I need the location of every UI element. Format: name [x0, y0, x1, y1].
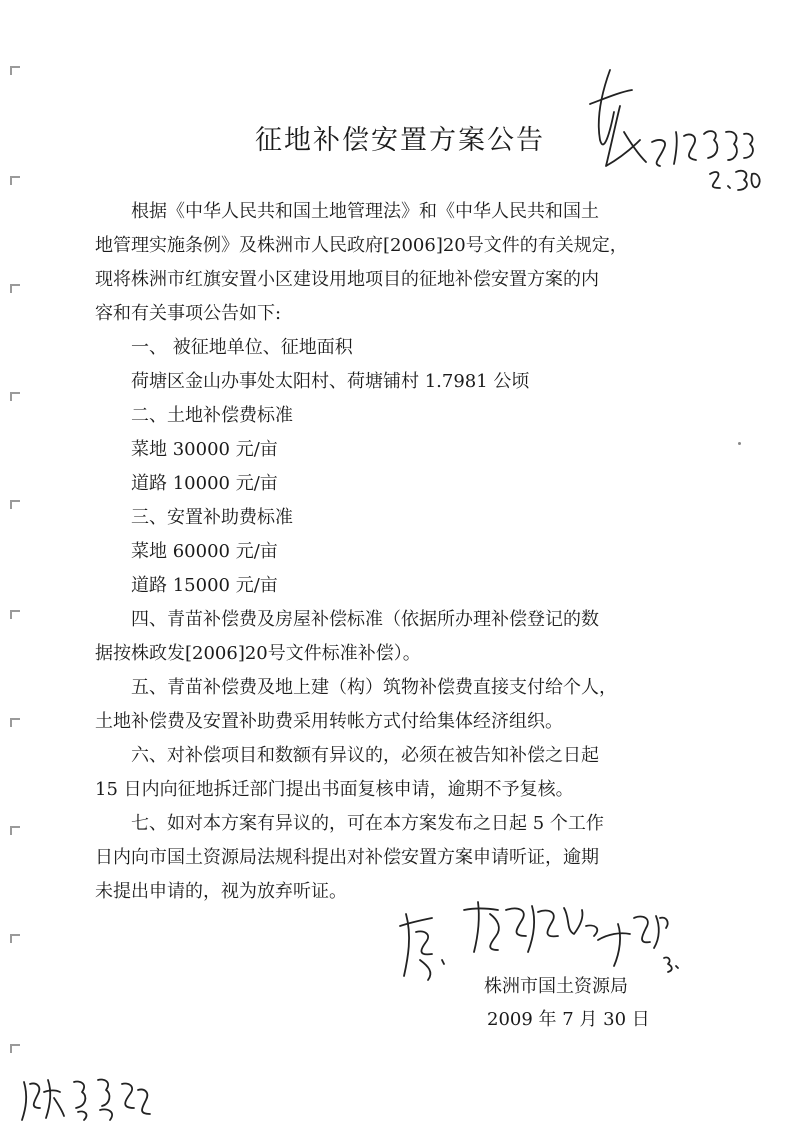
handwritten-approval-top — [580, 62, 770, 192]
scan-speck — [738, 442, 741, 445]
body-line: 一、 被征地单位、征地面积 — [95, 337, 353, 358]
body-line: 15 日内向征地拆迁部门提出书面复核申请，逾期不予复核。 — [95, 779, 574, 800]
body-line: 四、青苗补偿费及房屋补偿标准（依据所办理补偿登记的数 — [95, 609, 599, 630]
body-line: 道路 15000 元/亩 — [95, 575, 278, 596]
handwritten-note-bottom — [18, 1070, 158, 1126]
body-line: 据按株政发[2006]20号文件标准补偿）。 — [95, 643, 421, 664]
handwritten-signature-middle — [398, 896, 678, 986]
binding-mark — [10, 826, 20, 835]
body-line: 未提出申请的，视为放弃听证。 — [95, 881, 347, 902]
body-line: 容和有关事项公告如下: — [95, 303, 282, 324]
binding-mark — [10, 718, 20, 727]
body-line: 根据《中华人民共和国土地管理法》和《中华人民共和国土 — [95, 201, 599, 222]
issuing-organization: 株洲市国土资源局 — [484, 976, 628, 997]
body-line: 二、土地补偿费标准 — [95, 405, 293, 426]
binding-mark — [10, 284, 20, 293]
body-line: 六、对补偿项目和数额有异议的，必须在被告知补偿之日起 — [95, 745, 599, 766]
binding-mark — [10, 500, 20, 509]
body-line: 现将株洲市红旗安置小区建设用地项目的征地补偿安置方案的内 — [95, 269, 599, 290]
body-line: 七、如对本方案有异议的，可在本方案发布之日起 5 个工作 — [95, 813, 604, 834]
document-title: 征地补偿安置方案公告 — [255, 125, 545, 156]
binding-mark — [10, 934, 20, 943]
binding-mark — [10, 392, 20, 401]
document-body — [95, 195, 713, 909]
binding-mark — [10, 176, 20, 185]
body-line: 菜地 30000 元/亩 — [95, 439, 278, 460]
body-line: 日内向市国土资源局法规科提出对补偿安置方案申请听证，逾期 — [95, 847, 599, 868]
body-line: 荷塘区金山办事处太阳村、荷塘铺村 1.7981 公顷 — [95, 371, 530, 392]
binding-mark — [10, 610, 20, 619]
issue-date: 2009 年 7 月 30 日 — [487, 1009, 650, 1030]
binding-mark — [10, 1044, 20, 1053]
body-line: 道路 10000 元/亩 — [95, 473, 278, 494]
body-line: 菜地 60000 元/亩 — [95, 541, 278, 562]
body-line: 五、青苗补偿费及地上建（构）筑物补偿费直接支付给个人， — [95, 677, 617, 698]
body-line: 土地补偿费及安置补助费采用转帐方式付给集体经济组织。 — [95, 711, 563, 732]
binding-mark — [10, 66, 20, 75]
body-line: 地管理实施条例》及株洲市人民政府[2006]20号文件的有关规定， — [95, 235, 628, 256]
body-line: 三、安置补助费标准 — [95, 507, 293, 528]
